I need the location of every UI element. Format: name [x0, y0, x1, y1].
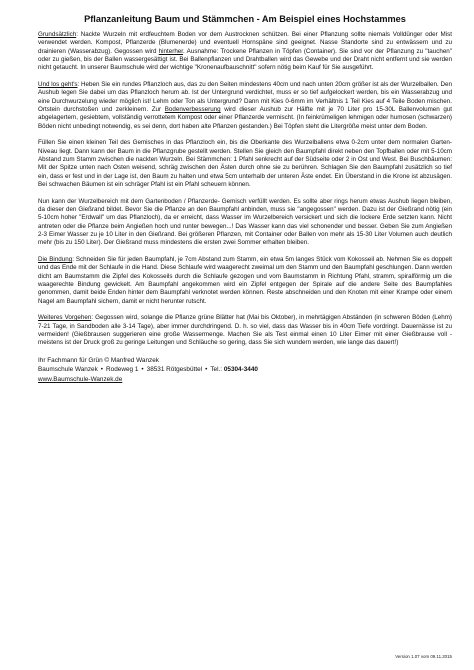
emphasis-hinterher: hinterher [158, 47, 184, 55]
paragraph-text: wird dieser Aushub zur Hälfte mit je 70 Liter pro 15-30L Ballenvolumen gut abgelagertem, gesiebtem, vollständig verrottetem Kompost oder einer Pflanzerde vermischt. (In feinkrümeligen lehmigen oder humosen (schwarzen) Böden nicht unbedingt notwendig, es sei denn, dort haben alte Pflanzen gestanden.) Bei Töpfen steht die Litergröße meist unter dem Boden. [38, 106, 453, 130]
footer-tel-label: Tel.: [210, 366, 223, 374]
footer-company: Baumschule Wanzek [38, 366, 98, 374]
footer-separator: • [205, 366, 208, 374]
paragraph-nun: Nun kann der Wurzelbereich mit dem Gartenboden / Pflanzerde- Gemisch verfüllt werden. Es sollte aber rings herum etwas Aushub liegen bleiben, da dieser den Gießrand bildet. Bevor Sie die Pflanze an den Baumpfahl anbinden, muss sie "angegossen" werden. Dazu ist der Gießrand nötig (ein 5-10cm hoher "Erdwall" um das Pflanzloch), da er erreicht, dass Wasser im Wurzelbereich versickert und sich die lockere Erde setzten kann. Nicht antreten oder die Pflanze beim Angießen hoch und runter bewegen...! Das Wasser kann das viel schonender und besser. Geben Sie zum Angießen 2-3 Eimer Wasser zu je 10 Liter in den Gießrand. Bei größeren Pflanzen, mit Container oder Ballen von mehr als 15-30 Liter Volumen auch deutlich mehr (bis zu 150 Liter). Der Gießrand muss mindestens die ersten zwei Sommer erhalten bleiben. [38, 197, 452, 247]
paragraph-text: : Nackte Wurzeln mit erdfeuchtem Boden vor dem Austrocknen schützen. Bei einer Pflanzung sollte niemals Volldünger oder Mist verwendet werden. Kompost, Pflanzerde (Blumenerde) und eventuell Hornspäne sind geeignet. Nasse Standorte sind zu entwässern und zu drainieren (Wasserabzug). Gegossen wird [38, 31, 452, 55]
paragraph-text: . Ausnahme: Trockene Pflanzen in Töpfen (Container). Sie sind vor der Pflanzung zu "tauchen" oder zu gießen, bis der Ballen wassergesättigt ist. Bei Ballenpflanzen und Drahtballen wird das Gewebe und der Draht nicht entfernt und sie werden nicht getaucht. In unserer Baumschule wird der wichtige "Kronenaufbauschnitt" sofern nötig beim Kauf für Sie ausgeführt. [38, 47, 452, 72]
footer-city: 38531 Rötgesbüttel [146, 366, 203, 374]
page-title: Pflanzanleitung Baum und Stämmchen - Am Beispiel eines Hochstammes [84, 14, 406, 24]
paragraph-bindung [38, 256, 452, 306]
paragraph-und-los [38, 81, 452, 131]
footer-address [38, 365, 452, 375]
section-label-bindung: Die Bindung [38, 256, 73, 264]
footer-phone: 05304-3440 [223, 366, 258, 374]
footer-separator: • [141, 366, 144, 374]
section-label-grundsaetzlich: Grundsätzlich [38, 31, 77, 38]
footer-separator: • [100, 366, 104, 374]
paragraph-text: : Gegossen wird, solange die Pflanze grüne Blätter hat (Mai bis Oktober), in mehrtägigen Abständen (in schweren Böden (Lehm) 7-21 Tage, in Sandboden alle 3-14 Tage), aber immer durchdringend. D. h. so viel, dass das Wasser bis in 40cm Tiefe vordringt. Dauernässe ist zu vermeiden! (Gießbrausen suggerieren eine große Wassermenge. Machen Sie als Test einmal einen 10 Liter Eimer mit einer Gießbrause voll - meistens ist der Druck groß zu geringe Leitungen und Schläuche so gering, dass Sie sich wundern werden, wie lange das dauert!) [38, 314, 453, 347]
emphasis-bodenverbesserung: Bodenverbesserung [164, 106, 221, 114]
section-label-weiteres: Weiteres Vorgehen [38, 314, 92, 322]
paragraph-fuellen: Füllen Sie einen kleinen Teil des Gemisches in das Pflanzloch ein, bis die Oberkante des Wurzelballens etwa 0-2cm unter dem normalen Garten-Niveau liegt. Dann kann der Baum in die Pflanzgrube gestellt werden. Stellen Sie gleich den Baumpfahl direkt neben den Topfballen oder mit 5-10cm Abstand zum Stamm zwischen die nackten Wurzeln. Bei Stämmchen: 1 Pfahl senkrecht auf der Südseite oder 2 in Ost und West. Bei Buschbäumen: Mit der Spitze unten nach Osten weisend, schräg zwischen den Ästen durch ohne sie zu berühren. Schlagen Sie den Baumpfahl zusätzlich so tief ein, dass er fest und in der Lage ist, den Baum zu halten und etwa 5cm unterhalb der unteren Äste endet. Ein Überstand in die Krone ist abzusägen. Bei schwachen Bäumen ist ein schräger Pfahl ist ein Pfahl scheuern können. [38, 139, 452, 189]
paragraph-text: : Schneiden Sie für jeden Baumpfahl, je 7cm Abstand zum Stamm, ein etwa 5m langes Stück vom Kokosseil ab. Nehmen Sie es doppelt und das Ende mit der Schlaufe in die Hand. Diese Schlaufe wird waagerecht zweimal um den Stamm und den Baumpfahl geschlungen. Dann werden dicht am Baumstamm die Zipfel des Kokosseils durch die Schlaufe gezogen und vom Baumstamm in Richtung Pfahl, stramm, spiralförmig um die waagerechte Bindung gewickelt. Am Baumpfahl angekommen wird ein Zipfel entgegen der Spirale auf die andere Seite des Baumpfahles genommen, damit beide Enden hinter dem Baumpfahl verknotet werden können. Reste abschneiden und den Knoten mit einer Krampe oder einem Nagel am Baumpfahl sichern, damit er nicht herunter rutscht. [38, 256, 452, 305]
paragraph-text: : Heben Sie ein rundes Pflanzloch aus, das zu den Seiten mindestens 40cm und nach unten 20cm größer ist als der Wurzelballen. Den Aushub legen Sie dabei um das Pflanzloch herum ab. Ist der Untergrund verdichtet, muss er so tief aufgelockert werden, bis ein Wasserabzug und eine Durchwurzelung wieder möglich ist! Lehm oder Ton als Untergrund? Dann mit Kies 0-6mm im Verhältnis 1 Teil Kies auf 4 Teile Boden mischen. Ortstein durchstoßen und zerkleinern. Zur [38, 81, 452, 114]
footer-website-link[interactable]: www.Baumschule-Wanzek.de [38, 375, 123, 383]
footer-street: Rodeweg 1 [106, 366, 139, 374]
paragraph-grundsaetzlich [38, 31, 452, 73]
paragraph-weiteres [38, 314, 452, 347]
version-note: Version 1.07 vom 09.11.2015 [395, 654, 452, 659]
footer-tagline: Ihr Fachmann für Grün © Manfred Wanzek [38, 356, 159, 364]
section-label-und-los: Und los geht's [38, 81, 78, 89]
footer [38, 356, 452, 385]
